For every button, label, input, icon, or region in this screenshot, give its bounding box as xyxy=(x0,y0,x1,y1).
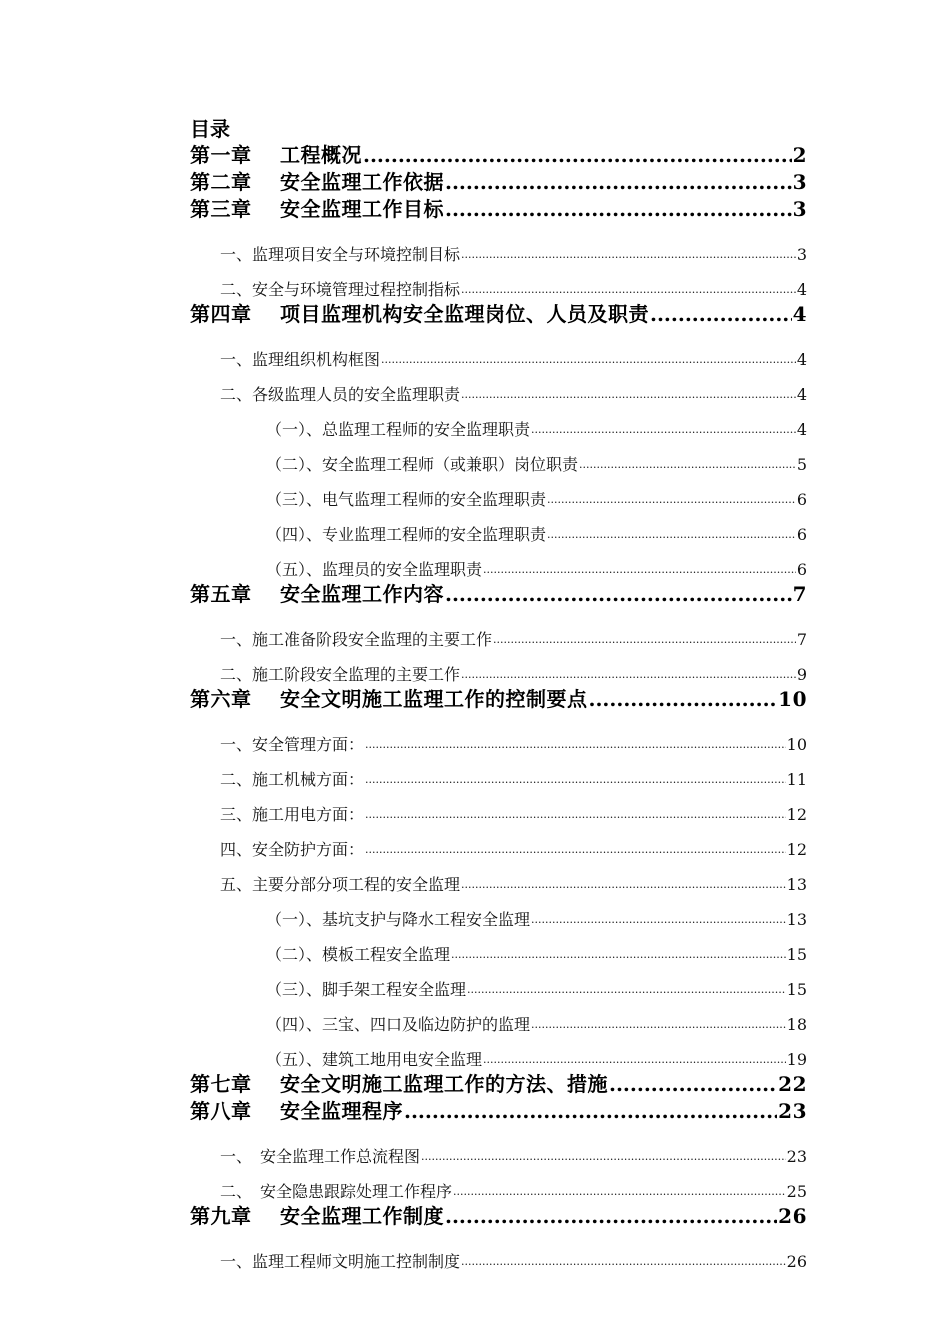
toc-entry[interactable] xyxy=(190,142,807,169)
toc-entry-text: 二、安全与环境管理过程控制指标 xyxy=(220,280,461,299)
toc-entry-text: 四、安全防护方面： xyxy=(220,840,365,859)
toc-entry-text: 一、 安全监理工作总流程图 xyxy=(220,1147,421,1166)
toc-page-number: 2 xyxy=(792,143,807,167)
toc-entry-text: （二）、安全监理工程师（或兼职）岗位职责 xyxy=(266,455,579,474)
toc-leader-dots xyxy=(445,169,792,196)
toc-entry[interactable] xyxy=(190,336,807,371)
toc-page-number: 22 xyxy=(778,1072,807,1096)
toc-entry-text: 安全监理工作目标 xyxy=(280,197,444,221)
toc-entry-text: 二、施工机械方面： xyxy=(220,770,365,789)
toc-entry-label xyxy=(220,804,364,826)
toc-entry-text: 安全文明施工监理工作的方法、措施 xyxy=(280,1072,608,1096)
toc-leader-dots xyxy=(461,384,796,406)
toc-entry[interactable] xyxy=(190,651,807,686)
toc-page-number: 10 xyxy=(786,735,807,754)
toc-page-number: 4 xyxy=(796,385,807,404)
toc-leader-dots xyxy=(650,301,792,328)
toc-chapter-number: 第九章 xyxy=(190,1204,252,1228)
toc-entry[interactable] xyxy=(190,896,807,931)
toc-leader-dots xyxy=(531,1014,786,1036)
toc-page-number: 15 xyxy=(786,980,807,999)
toc-leader-dots xyxy=(467,979,786,1001)
toc-page-number: 23 xyxy=(778,1099,807,1123)
toc-entry-text: 五、主要分部分项工程的安全监理 xyxy=(220,875,461,894)
toc-entry-text: 一、安全管理方面： xyxy=(220,735,365,754)
toc-leader-dots xyxy=(365,734,786,756)
toc-page-number: 3 xyxy=(796,245,807,264)
toc-title: 目录 xyxy=(190,117,230,141)
toc-entry[interactable] xyxy=(190,581,807,608)
toc-entry-label xyxy=(220,244,460,266)
toc-chapter-number: 第二章 xyxy=(190,170,252,194)
toc-page-number: 25 xyxy=(786,1182,807,1201)
toc-page-number: 6 xyxy=(796,560,807,579)
toc-entry[interactable] xyxy=(190,511,807,546)
toc-entry-text: 二、 安全隐患跟踪处理工作程序 xyxy=(220,1182,453,1201)
toc-entry[interactable] xyxy=(190,1098,807,1125)
toc-page-number: 4 xyxy=(796,420,807,439)
toc-leader-dots xyxy=(461,664,796,686)
toc-entry[interactable] xyxy=(190,861,807,896)
toc-entry-text: （四）、三宝、四口及临边防护的监理 xyxy=(266,1015,531,1034)
toc-entry-label xyxy=(266,524,546,546)
toc-entry[interactable] xyxy=(190,931,807,966)
toc-page-number: 15 xyxy=(786,945,807,964)
toc-leader-dots xyxy=(461,874,786,896)
toc-entry-label xyxy=(266,559,482,581)
toc-entry-label xyxy=(266,454,578,476)
toc-leader-dots xyxy=(493,629,796,651)
toc-leader-dots xyxy=(363,142,792,169)
toc-page-number: 11 xyxy=(786,770,807,789)
toc-chapter-number: 第六章 xyxy=(190,687,252,711)
toc-entry-label xyxy=(266,419,530,441)
toc-entry-text: （二）、模板工程安全监理 xyxy=(266,945,451,964)
toc-entry[interactable] xyxy=(190,1238,807,1273)
toc-entry[interactable] xyxy=(190,1036,807,1071)
toc-page-number: 5 xyxy=(796,455,807,474)
toc-entry[interactable] xyxy=(190,966,807,1001)
toc-leader-dots xyxy=(531,419,796,441)
toc-chapter-number: 第四章 xyxy=(190,302,252,326)
toc-page-number: 4 xyxy=(796,350,807,369)
toc-entry-text: 二、各级监理人员的安全监理职责 xyxy=(220,385,461,404)
toc-page-number: 3 xyxy=(792,170,807,194)
toc-leader-dots xyxy=(461,1251,786,1273)
toc-page-number: 19 xyxy=(786,1050,807,1069)
toc-leader-dots xyxy=(365,769,786,791)
toc-page-number: 12 xyxy=(786,840,807,859)
toc-entry-text: （三）、电气监理工程师的安全监理职责 xyxy=(266,490,547,509)
toc-leader-dots xyxy=(421,1146,786,1168)
toc-chapter-number: 第七章 xyxy=(190,1072,252,1096)
toc-entry[interactable] xyxy=(190,301,807,328)
toc-entry-label xyxy=(190,581,444,608)
toc-entry-label xyxy=(266,1049,482,1071)
toc-leader-dots xyxy=(589,686,778,713)
toc-entry-label xyxy=(266,489,546,511)
toc-entry[interactable] xyxy=(190,1133,807,1168)
toc-leader-dots xyxy=(461,279,796,301)
toc-chapter-number: 第三章 xyxy=(190,197,252,221)
toc-entry[interactable] xyxy=(190,1071,807,1098)
toc-page-number: 7 xyxy=(792,582,807,606)
toc-entry-label xyxy=(190,1098,403,1125)
toc-entry-text: 一、监理组织机构框图 xyxy=(220,350,381,369)
toc-entry[interactable] xyxy=(190,721,807,756)
toc-entry-text: （一）、总监理工程师的安全监理职责 xyxy=(266,420,531,439)
toc-leader-dots xyxy=(483,1049,786,1071)
toc-entry-text: 安全监理工作制度 xyxy=(280,1204,444,1228)
toc-entry[interactable] xyxy=(190,616,807,651)
toc-entry-label xyxy=(190,169,444,196)
toc-leader-dots xyxy=(445,581,792,608)
toc-entry[interactable] xyxy=(190,826,807,861)
toc-page-number: 13 xyxy=(786,875,807,894)
toc-entry[interactable] xyxy=(190,196,807,223)
toc-leader-dots xyxy=(453,1181,786,1203)
toc-entry-text: 一、监理项目安全与环境控制目标 xyxy=(220,245,461,264)
toc-entry-text: 工程概况 xyxy=(280,143,362,167)
toc-entry-text: 一、监理工程师文明施工控制制度 xyxy=(220,1252,461,1271)
toc-leader-dots xyxy=(609,1071,777,1098)
toc-entry-label xyxy=(220,384,460,406)
toc-entry[interactable] xyxy=(190,476,807,511)
toc-entry-label xyxy=(190,1203,444,1230)
toc-entry-label xyxy=(220,874,460,896)
toc-entry-text: （五）、监理员的安全监理职责 xyxy=(266,560,483,579)
toc-leader-dots xyxy=(404,1098,777,1125)
toc-leader-dots xyxy=(445,1203,777,1230)
toc-leader-dots xyxy=(547,524,796,546)
toc-entry[interactable] xyxy=(190,791,807,826)
toc-leader-dots xyxy=(445,196,792,223)
toc-entry-text: 二、施工阶段安全监理的主要工作 xyxy=(220,665,461,684)
toc-chapter-number: 第五章 xyxy=(190,582,252,606)
toc-entry-label xyxy=(220,629,492,651)
toc-entry-label xyxy=(190,196,444,223)
toc-entry[interactable] xyxy=(190,1168,807,1203)
toc-page-number: 12 xyxy=(786,805,807,824)
toc-page-number: 7 xyxy=(796,630,807,649)
toc-entry-text: （五）、建筑工地用电安全监理 xyxy=(266,1050,483,1069)
toc-entry-label xyxy=(220,839,364,861)
toc-page-number: 6 xyxy=(796,490,807,509)
toc-page-number: 23 xyxy=(786,1147,807,1166)
toc-entry[interactable] xyxy=(190,546,807,581)
toc-entry-label xyxy=(190,686,588,713)
toc-entry[interactable] xyxy=(190,371,807,406)
toc-leader-dots xyxy=(579,454,796,476)
toc-entry[interactable] xyxy=(190,231,807,266)
table-of-contents xyxy=(190,142,807,1273)
toc-entry-text: 安全文明施工监理工作的控制要点 xyxy=(280,687,588,711)
toc-entry-label xyxy=(220,1181,452,1203)
toc-entry-text: 项目监理机构安全监理岗位、人员及职责 xyxy=(280,302,649,326)
toc-leader-dots xyxy=(461,244,796,266)
toc-entry[interactable] xyxy=(190,686,807,713)
toc-entry[interactable] xyxy=(190,1001,807,1036)
toc-entry-text: 三、施工用电方面： xyxy=(220,805,365,824)
toc-page-number: 26 xyxy=(778,1204,807,1228)
toc-page-number: 3 xyxy=(792,197,807,221)
toc-entry[interactable] xyxy=(190,441,807,476)
toc-entry[interactable] xyxy=(190,756,807,791)
toc-leader-dots xyxy=(365,804,786,826)
toc-entry-text: （三）、脚手架工程安全监理 xyxy=(266,980,467,999)
toc-page-number: 10 xyxy=(778,687,807,711)
toc-entry-label xyxy=(266,944,450,966)
toc-entry-label xyxy=(220,769,364,791)
toc-entry-label xyxy=(220,664,460,686)
toc-entry[interactable] xyxy=(190,1203,807,1230)
toc-page-number: 4 xyxy=(796,280,807,299)
toc-entry-label xyxy=(220,734,364,756)
toc-entry[interactable] xyxy=(190,169,807,196)
toc-entry-label xyxy=(190,142,362,169)
toc-entry-text: 安全监理工作内容 xyxy=(280,582,444,606)
toc-leader-dots xyxy=(381,349,796,371)
toc-page-number: 18 xyxy=(786,1015,807,1034)
toc-page-number: 4 xyxy=(792,302,807,326)
toc-entry-text: （一）、基坑支护与降水工程安全监理 xyxy=(266,910,531,929)
toc-entry[interactable] xyxy=(190,266,807,301)
toc-entry-text: 安全监理工作依据 xyxy=(280,170,444,194)
toc-entry-label xyxy=(266,909,530,931)
toc-leader-dots xyxy=(365,839,786,861)
toc-page-number: 13 xyxy=(786,910,807,929)
toc-page-number: 26 xyxy=(786,1252,807,1271)
toc-leader-dots xyxy=(547,489,796,511)
toc-entry-label xyxy=(220,279,460,301)
toc-entry-label xyxy=(266,979,466,1001)
toc-chapter-number: 第八章 xyxy=(190,1099,252,1123)
toc-chapter-number: 第一章 xyxy=(190,143,252,167)
toc-page-number: 9 xyxy=(796,665,807,684)
toc-page-number: 6 xyxy=(796,525,807,544)
toc-entry-label xyxy=(190,1071,608,1098)
toc-entry-label xyxy=(220,1146,420,1168)
toc-entry[interactable] xyxy=(190,406,807,441)
toc-entry-label xyxy=(220,349,380,371)
toc-entry-label xyxy=(220,1251,460,1273)
toc-entry-text: 一、施工准备阶段安全监理的主要工作 xyxy=(220,630,493,649)
toc-entry-label xyxy=(266,1014,530,1036)
toc-entry-label xyxy=(190,301,649,328)
toc-leader-dots xyxy=(531,909,786,931)
toc-entry-text: 安全监理程序 xyxy=(280,1099,403,1123)
toc-leader-dots xyxy=(451,944,786,966)
toc-leader-dots xyxy=(483,559,796,581)
toc-entry-text: （四）、专业监理工程师的安全监理职责 xyxy=(266,525,547,544)
